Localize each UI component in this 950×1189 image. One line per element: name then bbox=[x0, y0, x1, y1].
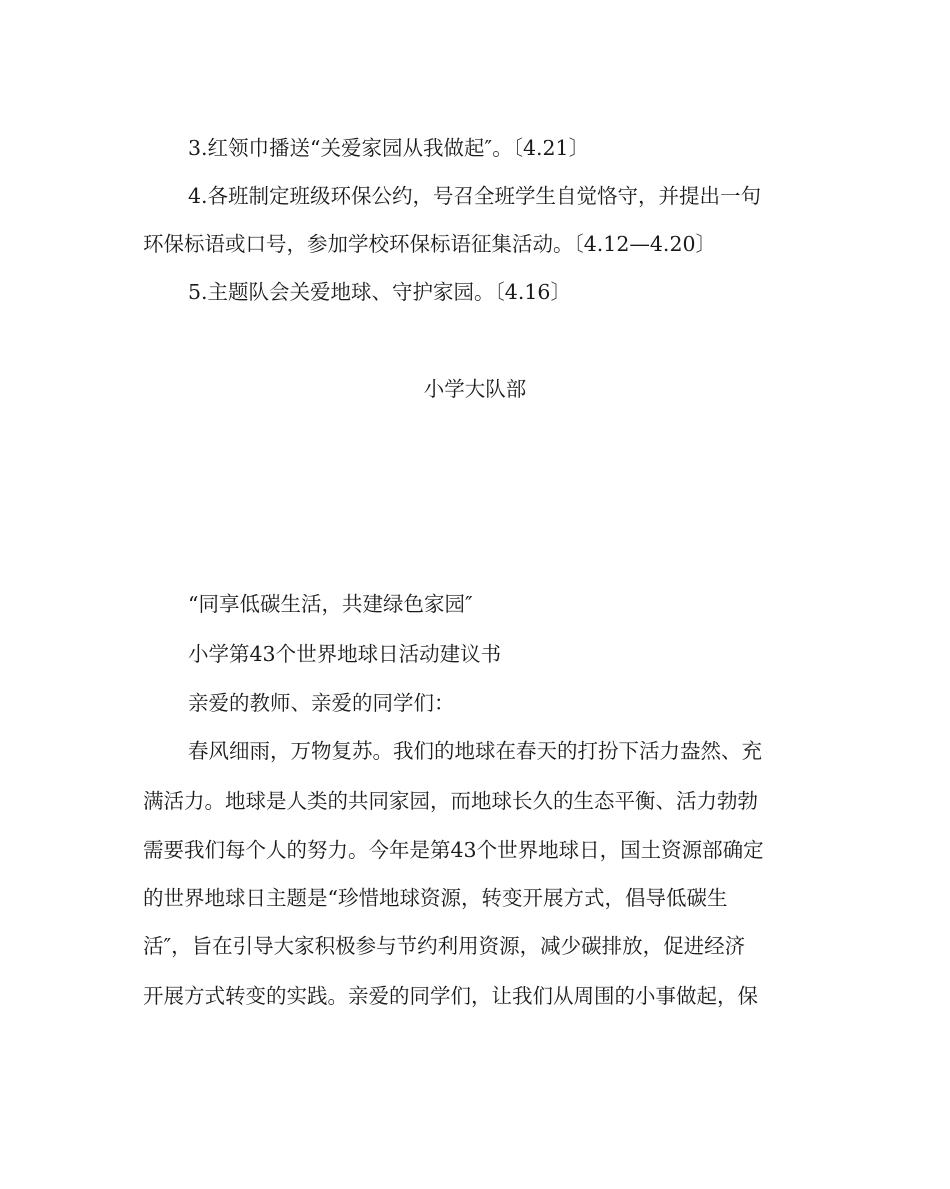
activity-item-4-line-2: 环保标语或口号，参加学校环保标语征集活动。〔4.12—4.20〕 bbox=[143, 232, 717, 256]
proposal-title: 小学第43个世界地球日活动建议书 bbox=[188, 642, 502, 666]
signature: 小学大队部 bbox=[423, 377, 527, 401]
activity-item-5: 5.主题队会关爱地球、守护家园。〔4.16〕 bbox=[188, 280, 571, 304]
body-line: 开展方式转变的实践。亲爱的同学们，让我们从周围的小事做起，保 bbox=[143, 984, 758, 1008]
body-line: 春风细雨，万物复苏。我们的地球在春天的打扮下活力盎然、充 bbox=[188, 739, 762, 763]
body-line: 满活力。地球是人类的共同家园，而地球长久的生态平衡、活力勃勃 bbox=[143, 789, 758, 813]
proposal-greeting: 亲爱的教师、亲爱的同学们： bbox=[188, 691, 455, 715]
body-line: 活″，旨在引导大家积极参与节约利用资源，减少碳排放，促进经济 bbox=[143, 934, 746, 958]
body-line: 需要我们每个人的努力。今年是第43个世界地球日，国土资源部确定 bbox=[143, 838, 764, 862]
activity-item-4-line-1: 4.各班制定班级环保公约，号召全班学生自觉恪守，并提出一句 bbox=[188, 184, 762, 208]
activity-item-3: 3.红领巾播送“关爱家园从我做起″。〔4.21〕 bbox=[188, 136, 590, 160]
body-line: 的世界地球日主题是“珍惜地球资源，转变开展方式，倡导低碳生 bbox=[143, 886, 728, 910]
proposal-slogan: “同享低碳生活，共建绿色家园″ bbox=[188, 592, 473, 616]
